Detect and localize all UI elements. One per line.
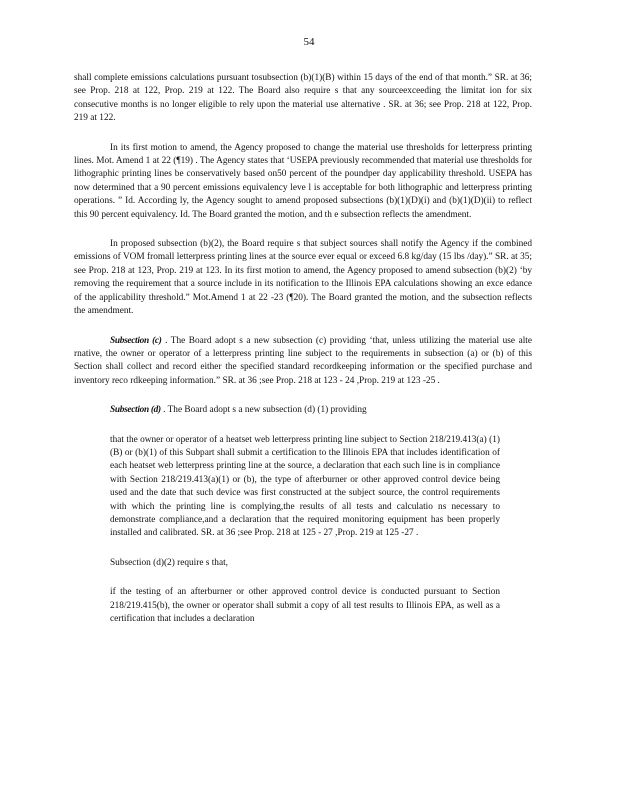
subsection-c-text: . The Board adopt s a new subsection (c) providing ‘that, unless utilizing the material use alte rnative, the owner or operator of a letterpress printing line subject to the requirements in subsection (a) or (b) of this Section shall collect and record either the specified standard recordkeeping information or the specified purchase and inventory reco rdkeeping information.” SR. at 36 ;see Prop. 218 at 123 - 24 ,Prop. 219 at 123 -25 . <box>74 335 533 386</box>
block-quote-1: that the owner or operator of a heatset web letterpress printing line subject to Section 218/219.413(a) (1)(B) or (b)(1) of this Subpart shall submit a certification to the Illinois EPA that includes identification of each heatset web letterpress printing line at the source, a declaration that each such line is in compliance with Section 218/219.413(a)(1) or (b), the type of afterburner or other approved control device being used and the date that such device was first constructed at the subject source, the control requirements with which the printing line is complying,the results of all tests and calculatio ns necessary to demonstrate compliance,and a declaration that the required monitoring equipment has been properly installed and calibrated. SR. at 36 ;see Prop. 218 at 125 - 27 ,Prop. 219 at 125 -27 . <box>110 434 500 539</box>
paragraph-4 <box>74 335 532 389</box>
paragraph-1: shall complete emissions calculations pursuant tosubsection (b)(1)(B) within 15 days of the end of that month.” SR. at 36; see Prop. 218 at 122, Prop. 219 at 122. The Board also require s that any sourceexceeding the limitat ion for six consecutive months is no longer eligible to rely upon the material use alternative . SR. at 36; see Prop. 218 at 122, Prop. 219 at 122. <box>74 73 532 124</box>
subsection-d-text: . The Board adopt s a new subsection (d) (1) providing <box>163 405 367 416</box>
paragraph-2: In its first motion to amend, the Agency proposed to change the material use thresholds for letterpress printing lines. Mot. Amend 1 at 22 (¶19) . The Agency states that ‘USEPA previously recommended that material use thresholds for lithographic printing lines be conservatively based on50 percent of the poundper day applicability threshold. USEPA has now determined that a 90 percent emissions equivalency leve l is acceptable for both lithographic and letterpress printing operations. ” Id. According ly, the Agency sought to amend proposed subsections (b)(1)(D)(i) and (b)(1)(D)(ii) to reflect this 90 percent equivalency. Id. The Board granted the motion, and th e subsection reflects the amendment. <box>74 142 532 220</box>
subsection-c-heading: Subsection (c) <box>110 335 162 346</box>
block-quote-2: if the testing of an afterburner or other approved control device is conducted pursuant to Section 218/219.415(b), the owner or operator shall submit a copy of all test results to Illinois EPA, as well as a certification that includes a declaration <box>110 587 500 624</box>
paragraph-3: In proposed subsection (b)(2), the Board require s that subject sources shall notify the Agency if the combined emissions of VOM fromall letterpress printing lines at the source ever equal or exceed 6.8 kg/day (15 lbs /day).” SR. at 35; see Prop. 218 at 123, Prop. 219 at 123. In its first motion to amend, the Agency proposed to amend subsection (b)(2) ‘by removing the requirement that a source include in its notification to the Illinois EPA calculations showing an exce edance of the applicability threshold.” Mot.Amend 1 at 22 -23 (¶20). The Board granted the motion, and the subsection reflects the amendment. <box>74 239 532 317</box>
page-number: 54 <box>303 36 315 48</box>
paragraph-6: Subsection (d)(2) require s that, <box>110 557 228 568</box>
subsection-d-heading: Subsection (d) <box>110 405 161 416</box>
document-body <box>74 72 532 642</box>
paragraph-5 <box>110 404 532 417</box>
